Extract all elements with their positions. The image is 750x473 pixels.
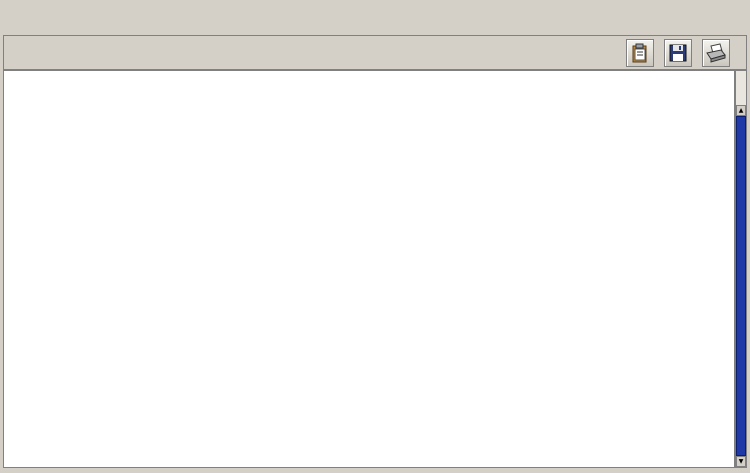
print-icon: [706, 43, 726, 63]
save-button[interactable]: [664, 39, 692, 67]
forensics-results-table: [3, 70, 735, 468]
copy-button[interactable]: [626, 39, 654, 67]
clipboard-icon: [630, 43, 650, 63]
scroll-up-button[interactable]: ▲: [736, 105, 746, 116]
scroll-down-button[interactable]: ▼: [736, 456, 746, 467]
report-toolbar: [3, 35, 747, 70]
vertical-scrollbar[interactable]: [735, 70, 747, 468]
save-icon: [668, 43, 688, 63]
scroll-thumb[interactable]: [736, 116, 746, 456]
print-button[interactable]: [702, 39, 730, 67]
